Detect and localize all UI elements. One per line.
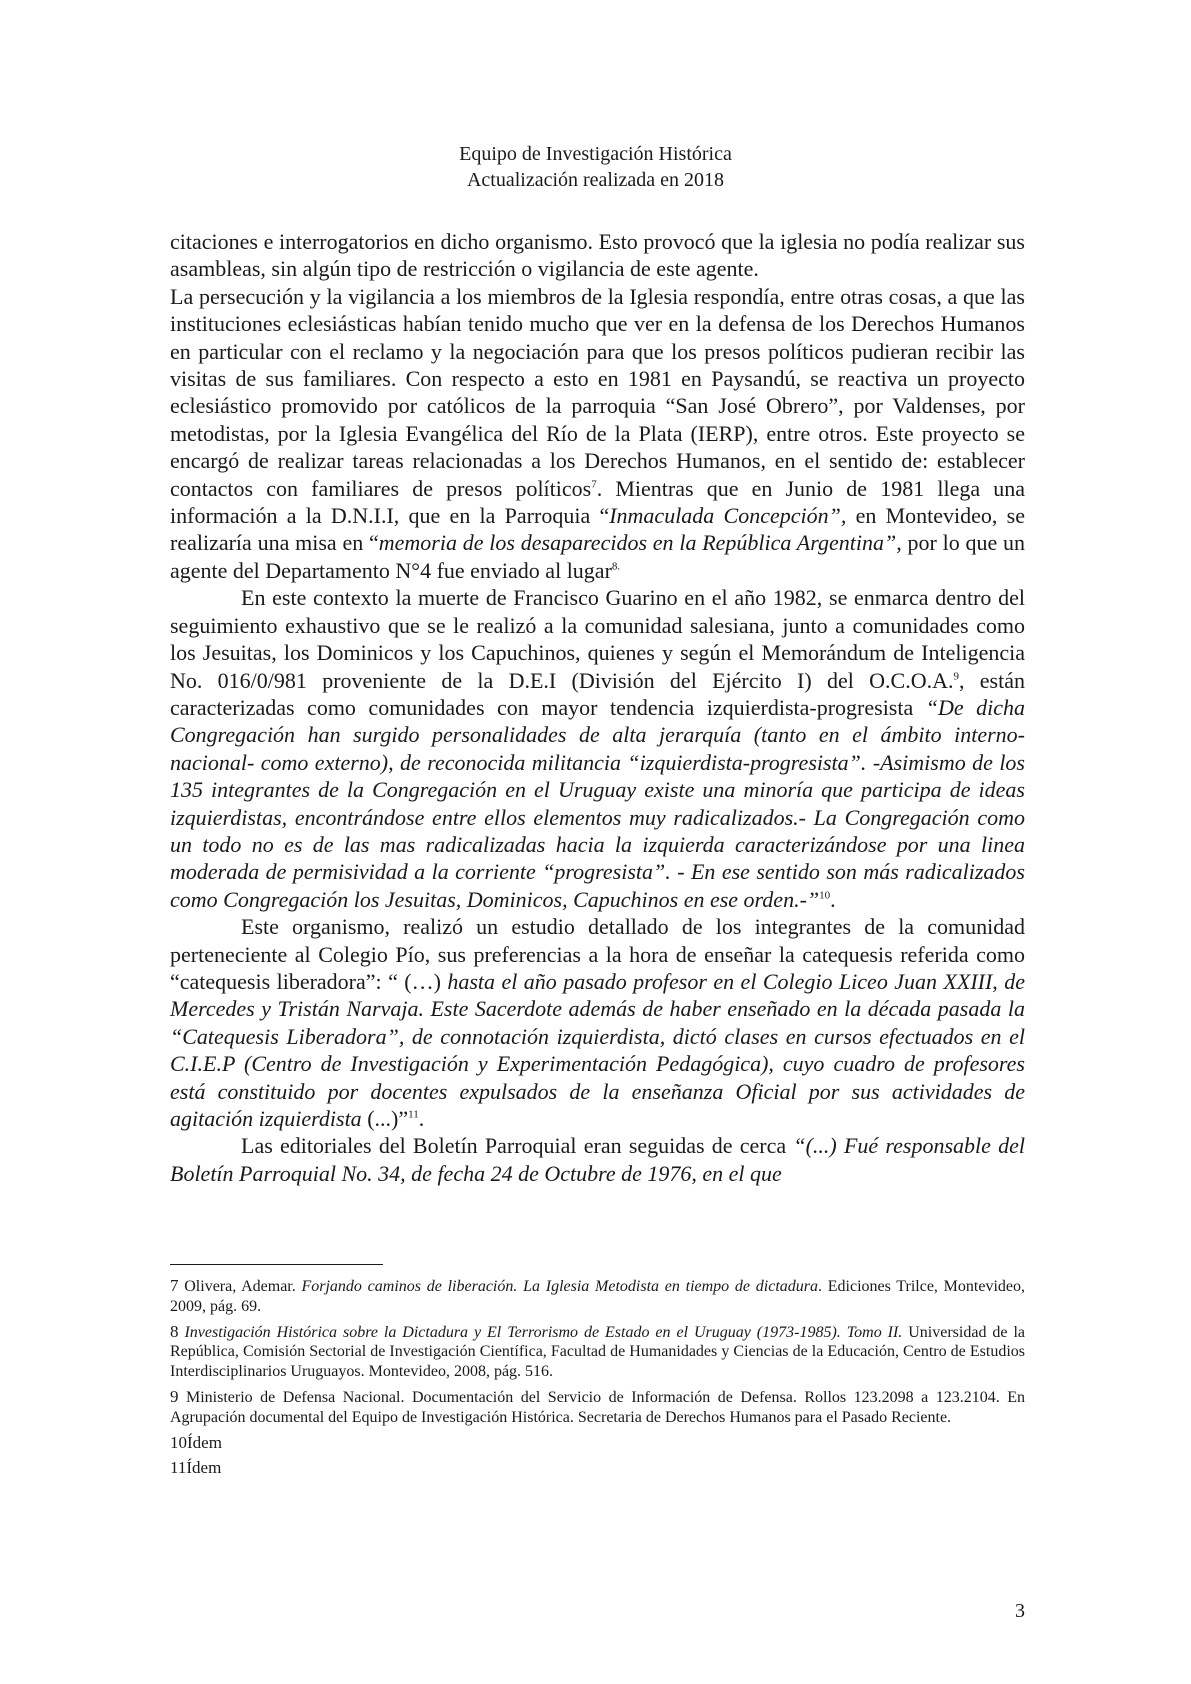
footnote-7: 7 Olivera, Ademar. Forjando caminos de liberación. La Iglesia Metodista en tiempo de dictadura. Ediciones Trilce, Montevideo, 2009, pág. 69. xyxy=(170,1276,1025,1315)
footnote-ref-7: 7 xyxy=(591,478,597,491)
footnote-11: 11Ídem xyxy=(170,1458,222,1478)
paragraph-3: En este contexto la muerte de Francisco Guarino en el año 1982, se enmarca dentro del seguimiento exhaustivo que se le realizó a la comunidad salesiana, junto a comunidades como los Jesuitas, los Dominicos y los Capuchinos, quienes y según el Memorándum de Inteligencia No. 016/0/981 proveniente de la D.E.I (División del Ejército I) del O.C.O.A.$^9$, están caracterizadas como comunidades con mayor tendencia izquierdista-progresista “De dicha Congregación han surgido personalidades de alta jerarquía (tanto en el ámbito interno-nacional- como externo), de reconocida militancia “izquierdista-progresista”. -Asimismo de los 135 integrantes de la Congregación en el Uruguay existe una minoría que participa de ideas izquierdistas, encontrándose entre ellos elementos muy radicalizados.- La Congregación como un todo no es de las mas radicalizadas hacia la izquierda caracterizándose por una linea moderada de permisividad a la corriente “progresista”. - En ese sentido son más radicalizados como Congregación los Jesuitas, Dominicos, Capuchinos en ese orden.-”$^{10}$. xyxy=(170,585,1026,912)
quote-ciep: hasta el año pasado profesor en el Colegio Liceo Juan XXIII, de Mercedes y Tristán Narvaja. Este Sacerdote además de haber enseñado en la década pasada la “Catequesis Liberadora”, de connotación izquierdista, dictó clases en cursos efectuados en el C.I.E.P (Centro de Investigación y Experimentación Pedagógica), cuyo cuadro de profesores está constituido por docentes expulsados de la enseñanza Oficial por sus actividades de agitación izquierdista xyxy=(170,968,1025,1131)
page-header xyxy=(0,141,1191,193)
footnote-ref-9: 9 xyxy=(953,670,959,683)
paragraph-1: citaciones e interrogatorios en dicho organismo. Esto provocó que la iglesia no podía realizar sus asambleas, sin algún tipo de restricción o vigilancia de este agente. xyxy=(170,229,1025,282)
footnote-10: 10Ídem xyxy=(170,1432,222,1452)
footnote-8: 8 Investigación Histórica sobre la Dictadura y El Terrorismo de Estado en el Uruguay (1973-1985). Tomo II. Universidad de la República, Comisión Sectorial de Investigación Científica, Facultad de Humanidades y Ciencias de la Educación, Centro de Estudios Interdisciplinarios Uruguayos. Montevideo, 2008, pág. 516. xyxy=(170,1321,1025,1381)
paragraph-5: Las editoriales del Boletín Parroquial eran seguidas de cerca “(...) Fué responsable del Boletín Parroquial No. 34, de fecha 24 de Octubre de 1976, en el que xyxy=(170,1133,1025,1186)
quote-boletin: “(...) Fué responsable del Boletín Parroquial No. 34, de fecha 24 de Octubre de 1976, en el que xyxy=(170,1133,1025,1186)
footnote-ref-11: 11 xyxy=(408,1108,419,1121)
body-text xyxy=(170,228,1025,1187)
footnote-separator xyxy=(170,1264,383,1265)
footnote-9: 9 Ministerio de Defensa Nacional. Documentación del Servicio de Información de Defensa. Rollos 123.2098 a 123.2104. En Agrupación documental del Equipo de Investigación Histórica. Secretaria de Derechos Humanos para el Pasado Reciente. xyxy=(170,1386,1025,1426)
paragraph-2: La persecución y la vigilancia a los miembros de la Iglesia respondía, entre otras cosas, a que las instituciones eclesiásticas habían tenido mucho que ver en la defensa de los Derechos Humanos en particular con el reclamo y la negociación para que los presos políticos pudieran recibir las visitas de sus familiares. Con respecto a esto en 1981 en Paysandú, se reactiva un proyecto eclesiástico promovido por católicos de la parroquia “San José Obrero”, por Valdenses, por metodistas, por la Iglesia Evangélica del Río de la Plata (IERP), entre otros. Este proyecto se encargó de realizar tareas relacionadas a los Derechos Humanos, en el sentido de: establecer contactos con familiares de presos políticos$^7$. Mientras que en Junio de 1981 llega una información a la D.N.I.I, que en la Parroquia “Inmaculada Concepción”, en Montevideo, se realizaría una misa en “memoria de los desaparecidos en la República Argentina”, por lo que un agente del Departamento N°4 fue enviado al lugar$^{8.}$ xyxy=(170,283,1026,583)
header-update-note: Actualización realizada en 2018 xyxy=(466,169,725,191)
quote-memorandum: “De dicha Congregación han surgido personalidades de alta jerarquía (tanto en el ámbito interno-nacional- como externo), de reconocida militancia “izquierdista-progresista”. -Asimismo de los 135 integrantes de la Congregación en el Uruguay existe una minoría que participa de ideas izquierdistas, encontrándose entre ellos elementos muy radicalizados.- La Congregación como un todo no es de las mas radicalizadas hacia la izquierda caracterizándose por una linea moderada de permisividad a la corriente “progresista”. - En ese sentido son más radicalizados como Congregación los Jesuitas, Dominicos, Capuchinos en ese orden.-” xyxy=(170,694,1026,912)
footnote-ref-8: 8. xyxy=(611,560,621,573)
paragraph-4: Este organismo, realizó un estudio detallado de los integrantes de la comunidad perteneciente al Colegio Pío, sus preferencias a la hora de enseñar la catequesis referida como “catequesis liberadora”: “ (…) hasta el año pasado profesor en el Colegio Liceo Juan XXIII, de Mercedes y Tristán Narvaja. Este Sacerdote además de haber enseñado en la década pasada la “Catequesis Liberadora”, de connotación izquierdista, dictó clases en cursos efectuados en el C.I.E.P (Centro de Investigación y Experimentación Pedagógica), cuyo cuadro de profesores está constituido por docentes expulsados de la enseñanza Oficial por sus actividades de agitación izquierdista (...)”$^{11}$. xyxy=(170,914,1025,1131)
header-organization: Equipo de Investigación Histórica xyxy=(459,143,732,165)
footnotes xyxy=(170,1276,1025,1484)
footnote-ref-10: 10 xyxy=(819,889,831,902)
page-number: 3 xyxy=(1015,1600,1025,1622)
